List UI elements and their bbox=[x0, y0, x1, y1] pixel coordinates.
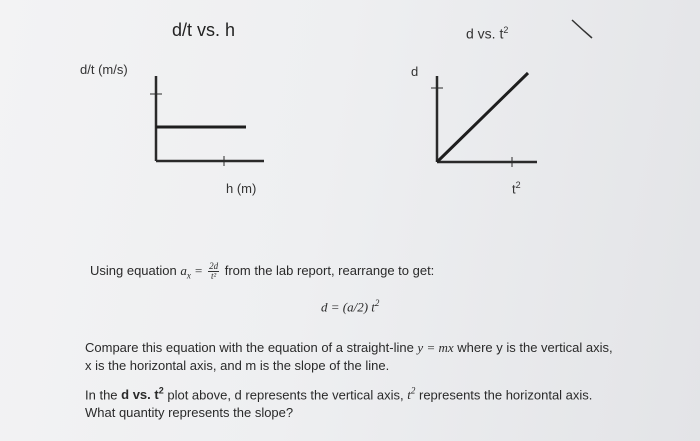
compare-line-2: x is the horizontal axis, and m is the slope of the line. bbox=[85, 358, 390, 373]
chart1-y-axis-label: d/t (m/s) bbox=[80, 62, 128, 77]
equation-fraction: $\frac{2d}{\text{t²}}$ bbox=[209, 261, 219, 281]
chart2-y-axis-label: d bbox=[411, 64, 419, 79]
in-the-plot-line: In the d vs. $t^2$ plot above, d represents the vertical axis, $t^2$ represents the horizontal axis. bbox=[85, 386, 593, 403]
compare-line-1: Compare this equation with the equation of a straight-line y = mx where y is the vertical axis, bbox=[85, 340, 613, 355]
check-mark bbox=[572, 20, 592, 38]
chart1-x-axis-label: h (m) bbox=[226, 181, 257, 196]
chart2-series-line bbox=[437, 73, 528, 162]
using-equation-line: Using equation $a_x$ = $\frac{2d}{\text{t²}}$ from the lab report, rearrange to get: bbox=[90, 261, 435, 281]
result-equation: d = (a/2) $t^2$ bbox=[321, 298, 380, 315]
chart1-title: d/t vs. h bbox=[172, 20, 236, 40]
chart2-title: d vs. $t^2$ bbox=[466, 25, 509, 42]
question-line: What quantity represents the slope? bbox=[85, 405, 294, 420]
chart2-x-axis-label: $t^2$ bbox=[512, 180, 521, 197]
